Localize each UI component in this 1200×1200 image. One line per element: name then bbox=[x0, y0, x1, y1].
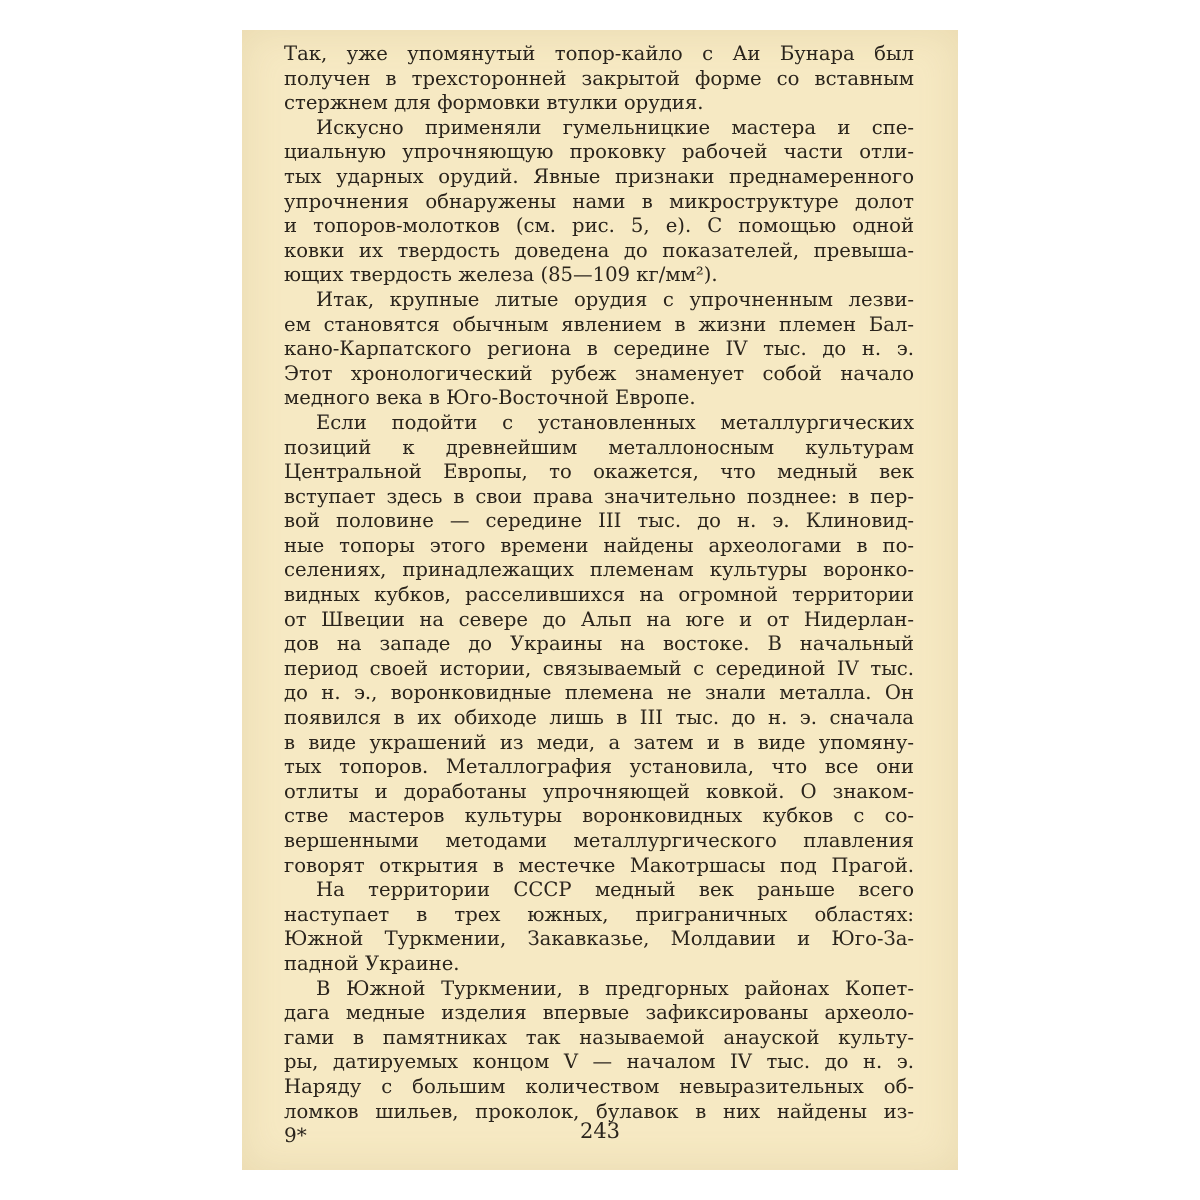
book-page bbox=[242, 30, 958, 1170]
text-line: дага медные изделия впервые зафиксированы археоло- bbox=[284, 1001, 914, 1025]
text-line: медного века в Юго-Восточной Европе. bbox=[284, 386, 696, 410]
text-line: до н. э., воронковидные племена не знали металла. Он bbox=[284, 681, 914, 705]
text-line: дов на западе до Украины на востоке. В начальный bbox=[284, 632, 914, 656]
text-line: и топоров-молотков (см. рис. 5, е). С помощью одной bbox=[284, 214, 914, 238]
text-line: Так, уже упомянутый топор-кайло с Аи Бунара был bbox=[284, 42, 914, 65]
text-line: вершенными методами металлургического плавления bbox=[284, 829, 914, 852]
text-line: Этот хронологический рубеж знаменует собой начало bbox=[284, 361, 914, 385]
text-line: тых топоров. Металлография установила, что все они bbox=[284, 755, 914, 779]
text-line: селениях, принадлежащих племенам культуры воронко- bbox=[284, 558, 914, 582]
text-line: стве мастеров культуры воронковидных кубков с со- bbox=[284, 804, 914, 828]
signature-mark: 9* bbox=[284, 1123, 307, 1147]
text-line: вой половине — середине III тыс. до н. э. Клиновид- bbox=[284, 509, 914, 533]
text-line: видных кубков, расселившихся на огромной территории bbox=[284, 583, 914, 607]
text-line: вступает здесь в свои права значительно позднее: в пер- bbox=[284, 484, 914, 508]
text-line: отлиты и доработаны упрочняющей ковкой. О знаком- bbox=[284, 779, 914, 803]
text-line: ные топоры этого времени найдены археологами в по- bbox=[284, 533, 914, 557]
text-line: появился в их обиходе лишь в III тыс. до н. э. сначала bbox=[284, 706, 914, 730]
page-number: 243 bbox=[579, 1119, 621, 1143]
text-line: Если подойти с установленных металлургических bbox=[316, 410, 914, 434]
text-line: ем становятся обычным явлением в жизни племен Бал- bbox=[284, 312, 914, 336]
text-line: гами в памятниках так называемой анауской культу- bbox=[284, 1025, 914, 1049]
text-line: говорят открытия в местечке Макотршасы под Прагой. bbox=[284, 853, 914, 877]
text-line: Южной Туркмении, Закавказье, Молдавии и Юго-За- bbox=[284, 927, 914, 951]
text-line: ющих твердость железа (85—109 кг/мм²). bbox=[284, 263, 718, 287]
text-line: кано-Карпатского региона в середине IV тыс. до н. э. bbox=[284, 337, 914, 361]
text-line: в виде украшений из меди, а затем и в виде упомяну- bbox=[284, 730, 914, 754]
text-line: ры, датируемых концом V — началом IV тыс. до н. э. bbox=[284, 1050, 914, 1074]
text-line: В Южной Туркмении, в предгорных районах Копет- bbox=[316, 976, 914, 1000]
text-line: наступает в трех южных, приграничных областях: bbox=[284, 902, 914, 926]
text-line: от Швеции на севере до Альп на юге и от Нидерлан- bbox=[284, 607, 914, 631]
text-line: падной Украине. bbox=[284, 951, 460, 975]
text-line: Наряду с большим количеством невыразительных об- bbox=[284, 1074, 914, 1098]
body-text bbox=[284, 42, 914, 1124]
text-line: ломков шильев, проколок, булавок в них найдены из- bbox=[284, 1099, 914, 1123]
text-line: позиций к древнейшим металлоносным культурам bbox=[284, 435, 914, 459]
text-line: тых ударных орудий. Явные признаки преднамеренного bbox=[284, 164, 914, 188]
text-line: Итак, крупные литые орудия с упрочненным лезви- bbox=[316, 287, 914, 311]
text-line: циальную упрочняющую проковку рабочей части отли- bbox=[284, 140, 914, 164]
text-line: Центральной Европы, то окажется, что медный век bbox=[284, 460, 914, 484]
text-line: На территории СССР медный век раньше всего bbox=[316, 878, 914, 902]
text-line: упрочнения обнаружены нами в микроструктуре долот bbox=[284, 189, 914, 213]
text-line: стержнем для формовки втулки орудия. bbox=[284, 91, 704, 115]
text-line: Искусно применяли гумельницкие мастера и спе- bbox=[316, 115, 914, 139]
text-line: получен в трехсторонней закрытой форме со вставным bbox=[284, 66, 914, 90]
text-line: ковки их твердость доведена до показателей, превыша- bbox=[284, 238, 914, 262]
text-line: период своей истории, связываемый с серединой IV тыс. bbox=[284, 656, 914, 680]
